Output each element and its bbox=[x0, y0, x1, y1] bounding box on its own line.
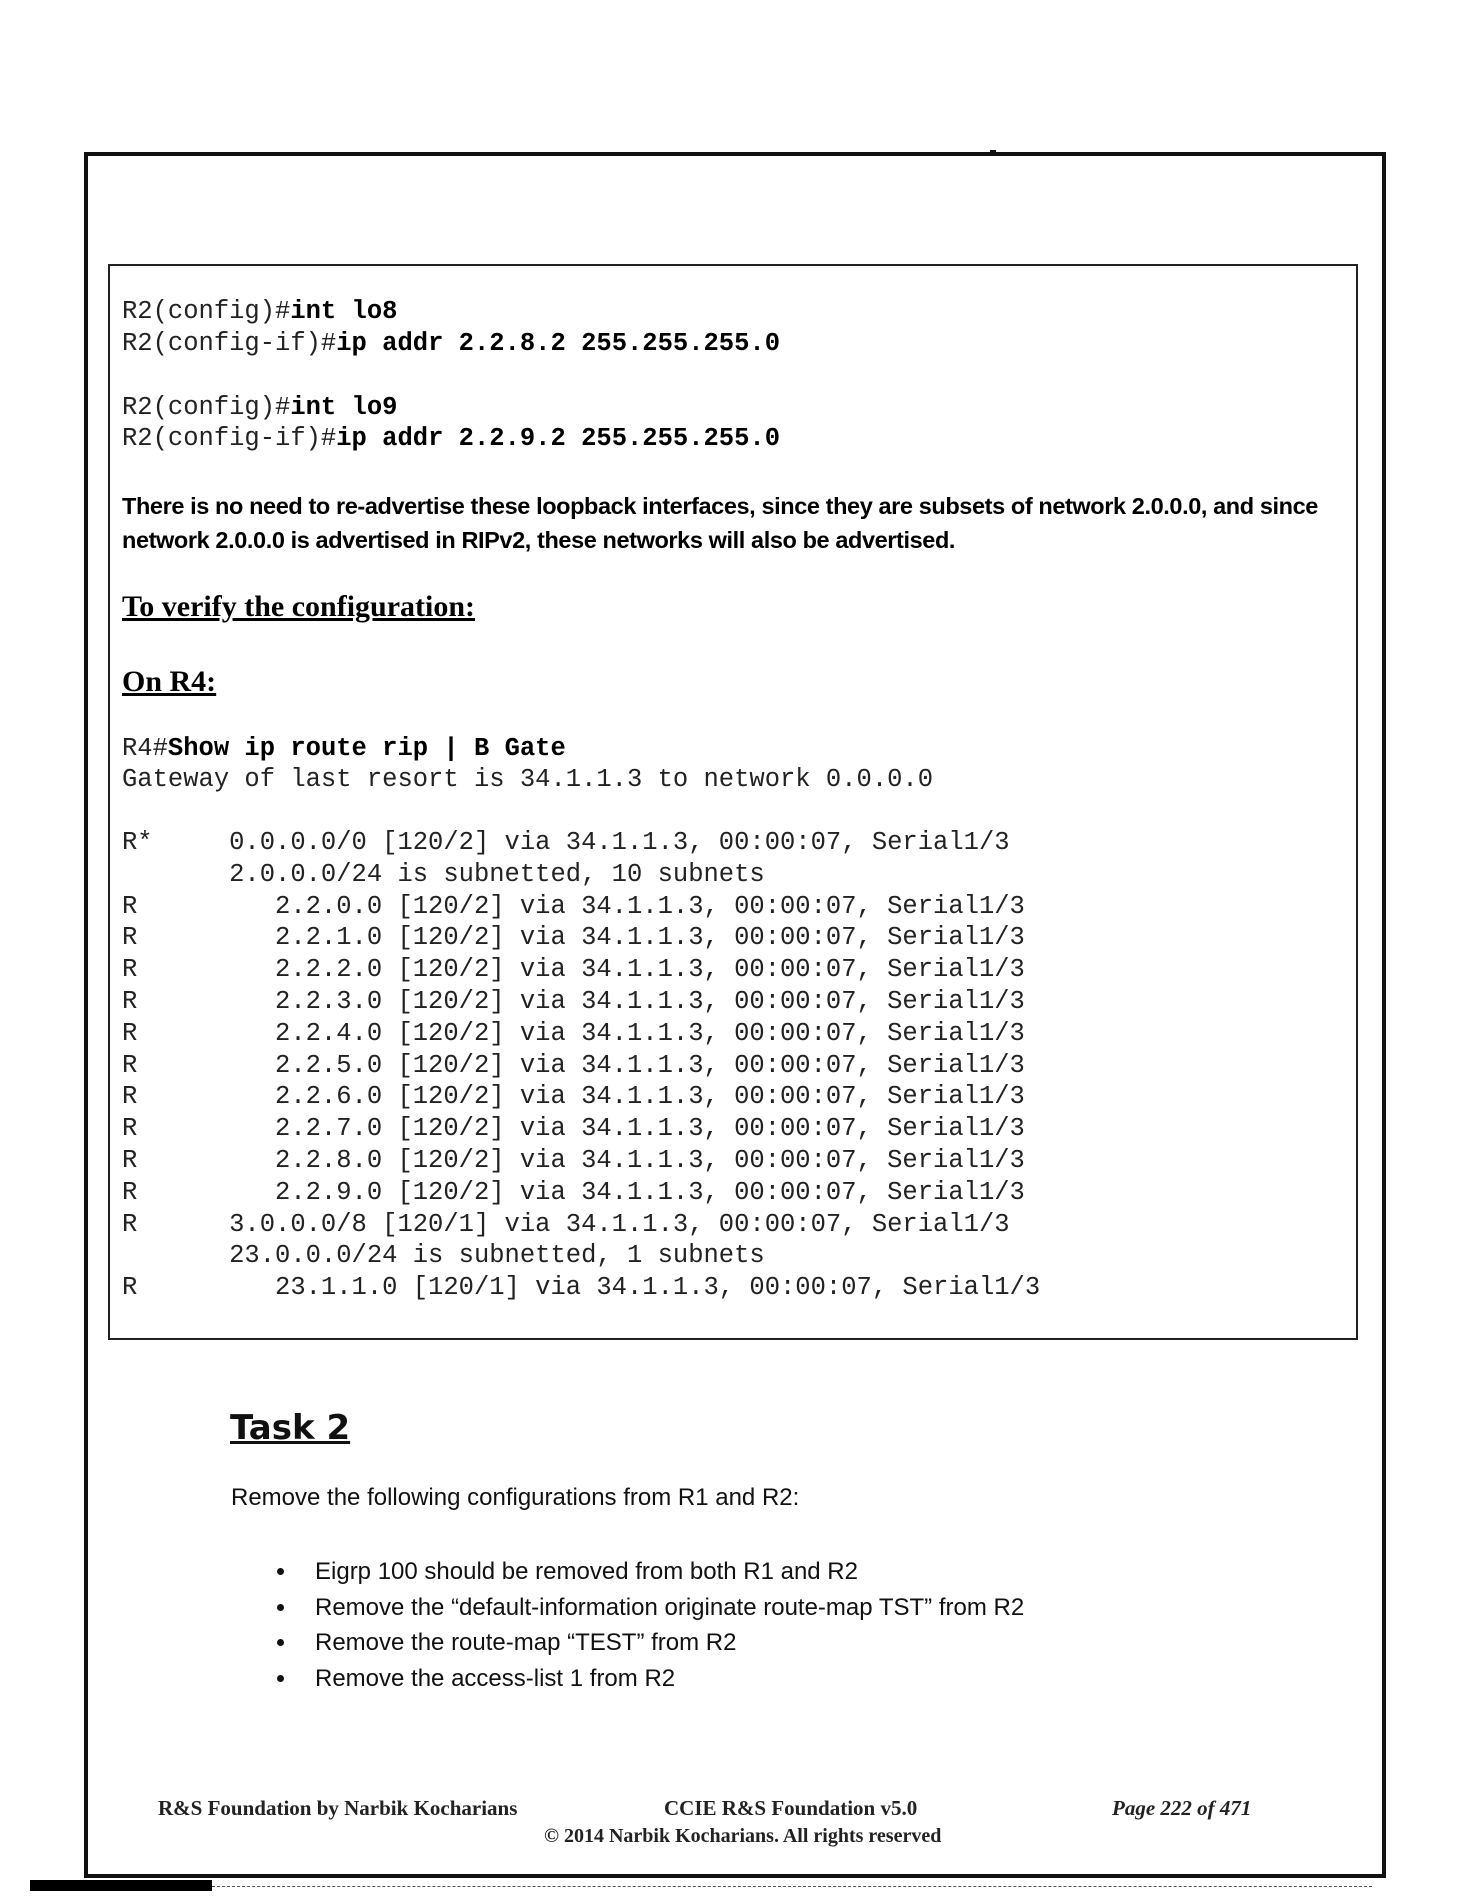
footer-copyright: © 2014 Narbik Kocharians. All rights reserved bbox=[544, 1825, 942, 1847]
route-row: R 2.2.2.0 [120/2] via 34.1.1.3, 00:00:07, Serial1/3 bbox=[122, 955, 1025, 985]
route-row: 23.0.0.0/24 is subnetted, 1 subnets bbox=[122, 1241, 765, 1271]
footer-left: R&S Foundation by Narbik Kocharians bbox=[158, 1796, 518, 1820]
route-row: R 2.2.9.0 [120/2] via 34.1.1.3, 00:00:07, Serial1/3 bbox=[122, 1177, 1025, 1207]
route-row: R 2.2.4.0 [120/2] via 34.1.1.3, 00:00:07, Serial1/3 bbox=[122, 1018, 1025, 1048]
bullet-icon bbox=[277, 1604, 284, 1611]
route-row: R 2.2.6.0 [120/2] via 34.1.1.3, 00:00:07, Serial1/3 bbox=[122, 1082, 1025, 1112]
route-row: R 2.2.8.0 [120/2] via 34.1.1.3, 00:00:07, Serial1/3 bbox=[122, 1145, 1025, 1175]
scan-edge-bar bbox=[30, 1880, 212, 1891]
frame-mark bbox=[990, 150, 996, 154]
list-item: Remove the “default-information originate route-map TST” from R2 bbox=[270, 1590, 1024, 1626]
route-row: R 2.2.5.0 [120/2] via 34.1.1.3, 00:00:07, Serial1/3 bbox=[122, 1050, 1025, 1080]
footer-center: CCIE R&S Foundation v5.0 bbox=[664, 1796, 918, 1820]
route-row: R 23.1.1.0 [120/1] via 34.1.1.3, 00:00:07, Serial1/3 bbox=[122, 1273, 1041, 1303]
task-bullet-list bbox=[270, 1554, 1024, 1696]
route-row: R 2.2.0.0 [120/2] via 34.1.1.3, 00:00:07, Serial1/3 bbox=[122, 891, 1025, 921]
task-intro: Remove the following configurations from R1 and R2: bbox=[231, 1484, 800, 1511]
task-title: Task 2 bbox=[230, 1408, 351, 1448]
route-table bbox=[122, 827, 1040, 1304]
route-row: R* 0.0.0.0/0 [120/2] via 34.1.1.3, 00:00:07, Serial1/3 bbox=[122, 828, 1010, 857]
explanation-paragraph: There is no need to re-advertise these loopback interfaces, since they are subsets of network 2.0.0.0, and since network 2.0.0.0 is advertised in RIPv2, these networks will also be advertised. bbox=[122, 493, 1318, 553]
footer-page-number: Page 222 of 471 bbox=[1112, 1796, 1252, 1820]
show-command: R4#Show ip route rip | B Gate bbox=[122, 734, 566, 763]
bullet-icon bbox=[277, 1568, 284, 1575]
config-line: R2(config)#int lo9 bbox=[122, 393, 398, 422]
config-line: R2(config-if)#ip addr 2.2.9.2 255.255.255.0 bbox=[122, 424, 781, 453]
bullet-icon bbox=[277, 1675, 284, 1682]
on-r4-heading: On R4: bbox=[122, 665, 217, 698]
route-row: R 2.2.3.0 [120/2] via 34.1.1.3, 00:00:07, Serial1/3 bbox=[122, 986, 1025, 1016]
verify-heading: To verify the configuration: bbox=[122, 590, 476, 623]
bullet-icon bbox=[277, 1639, 284, 1646]
route-row: R 2.2.1.0 [120/2] via 34.1.1.3, 00:00:07, Serial1/3 bbox=[122, 923, 1025, 953]
list-item: Remove the access-list 1 from R2 bbox=[270, 1661, 1024, 1697]
scan-edge-rule bbox=[212, 1886, 1372, 1887]
list-item: Remove the route-map “TEST” from R2 bbox=[270, 1625, 1024, 1661]
config-line: R2(config)#int lo8 bbox=[122, 297, 398, 326]
config-line: R2(config-if)#ip addr 2.2.8.2 255.255.255.0 bbox=[122, 329, 781, 358]
gateway-line: Gateway of last resort is 34.1.1.3 to network 0.0.0.0 bbox=[122, 765, 934, 794]
route-row: R 2.2.7.0 [120/2] via 34.1.1.3, 00:00:07, Serial1/3 bbox=[122, 1114, 1025, 1144]
route-row: R 3.0.0.0/8 [120/1] via 34.1.1.3, 00:00:07, Serial1/3 bbox=[122, 1209, 1010, 1239]
list-item: Eigrp 100 should be removed from both R1 and R2 bbox=[270, 1554, 1024, 1590]
route-row: 2.0.0.0/24 is subnetted, 10 subnets bbox=[122, 859, 765, 889]
